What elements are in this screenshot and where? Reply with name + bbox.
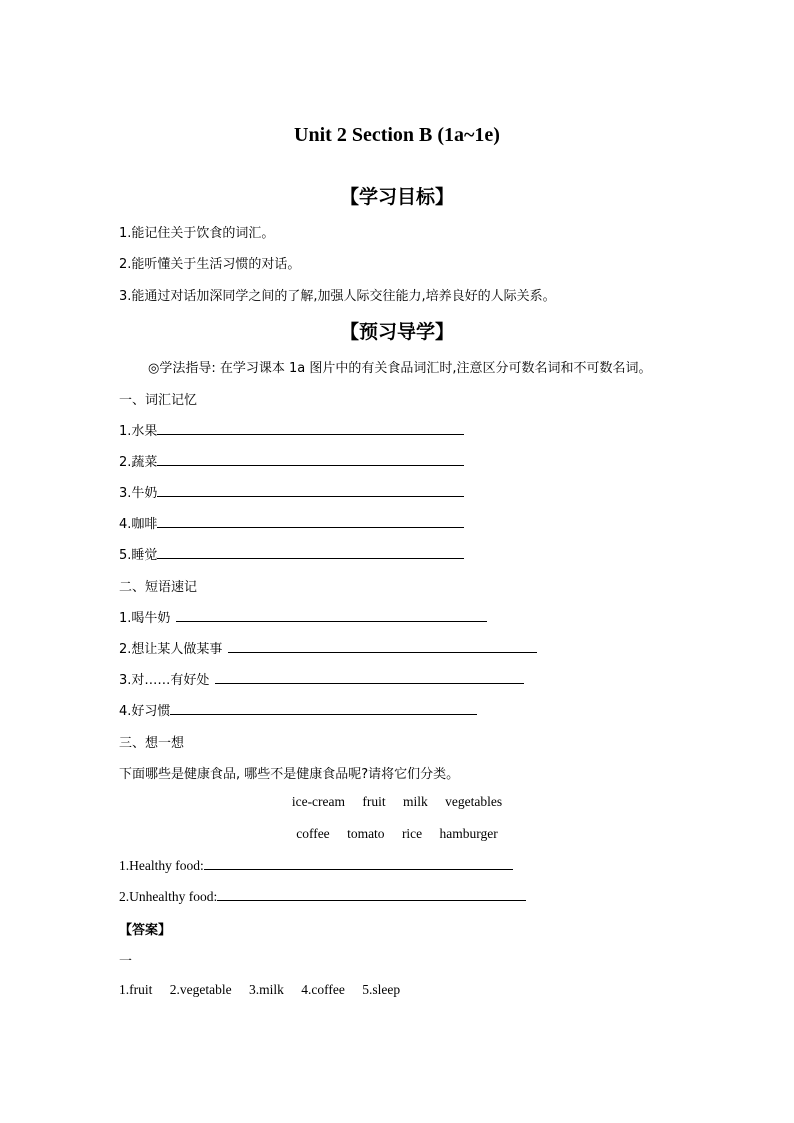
vocab-label: 5.睡觉 [119,548,158,563]
answer-item: 4.coffee [301,982,345,997]
answer-blank[interactable] [157,484,464,497]
answer-blank[interactable] [157,546,464,559]
word-item: fruit [362,794,386,809]
answer-item: 2.vegetable [169,982,232,997]
word-item: vegetables [445,794,503,809]
phrase-item [119,607,487,626]
answer-blank[interactable] [217,888,526,901]
vocab-item [119,482,464,501]
study-guide: ◎学法指导: 在学习课本 1a 图片中的有关食品词汇时,注意区分可数名词和不可数名词。 [148,361,652,376]
word-item: rice [401,826,423,841]
goal-item-3: 3.能通过对话加深同学之间的了解,加强人际交往能力,培养良好的人际关系。 [119,289,556,304]
answer-blank[interactable] [204,857,513,870]
word-item: tomato [347,826,385,841]
phrase-label: 1.喝牛奶 [119,611,171,626]
answer-item: 1.fruit [119,982,153,997]
word-item: milk [403,794,428,809]
phrase-label: 4.好习惯 [119,704,171,719]
vocab-item [119,513,464,532]
unhealthy-food-label: 2.Unhealthy food: [119,889,218,904]
think-heading: 三、想一想 [119,736,185,751]
goal-item-1: 1.能记住关于饮食的词汇。 [119,226,275,241]
vocab-label: 3.牛奶 [119,486,158,501]
vocab-label: 4.咖啡 [119,517,158,532]
unhealthy-food-row [119,888,526,905]
answer-item: 3.milk [248,982,284,997]
answer-blank[interactable] [170,702,477,715]
vocab-label: 2.蔬菜 [119,455,158,470]
answers-part-mark: 一 [119,954,133,969]
answer-blank[interactable] [157,422,464,435]
phrase-item [119,669,524,688]
vocab-label: 1.水果 [119,424,158,439]
phrase-heading: 二、短语速记 [119,580,198,595]
answer-blank[interactable] [176,609,487,622]
page-title: Unit 2 Section B (1a~1e) [294,124,500,146]
phrase-label: 3.对……有好处 [119,673,210,688]
phrase-label: 2.想让某人做某事 [119,642,223,657]
phrase-item [119,638,537,657]
word-item: hamburger [439,826,498,841]
word-bank-row-2 [0,826,794,842]
answers-heading: 【答案】 [119,923,172,938]
vocab-item [119,451,464,470]
healthy-food-row [119,857,513,874]
goal-item-2: 2.能听懂关于生活习惯的对话。 [119,257,301,272]
word-item: coffee [296,826,330,841]
word-item: ice-cream [291,794,346,809]
vocab-item [119,420,464,439]
answers-list [119,982,400,998]
answer-item: 5.sleep [362,982,401,997]
vocab-heading: 一、词汇记忆 [119,393,198,408]
preview-heading: 【预习导学】 [339,321,454,343]
answer-blank[interactable] [157,453,464,466]
vocab-item [119,544,464,563]
answer-blank[interactable] [228,640,537,653]
phrase-item [119,700,477,719]
answer-blank[interactable] [157,515,464,528]
healthy-food-label: 1.Healthy food: [119,858,204,873]
word-bank-row-1 [0,794,794,810]
answer-blank[interactable] [215,671,524,684]
think-question: 下面哪些是健康食品, 哪些不是健康食品呢?请将它们分类。 [119,767,460,782]
goals-heading: 【学习目标】 [339,186,454,208]
